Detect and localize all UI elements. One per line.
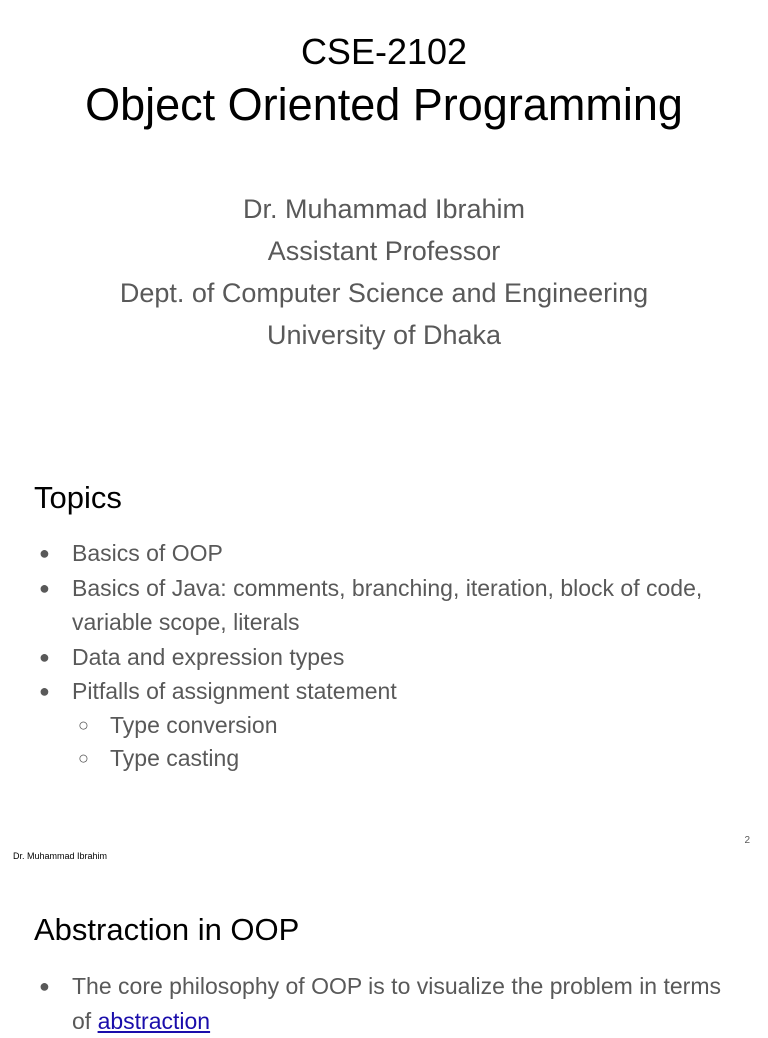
bullet-dot-icon: ● (39, 577, 50, 598)
bullet-dot-icon: ● (39, 543, 50, 563)
list-item-text: The core philosophy of OOP is to visualize the problem in terms of (72, 973, 721, 1034)
list-item-text: Basics of Java: comments, branching, iteration, block of code, variable scope, literals (72, 574, 703, 635)
course-code: CSE-2102 (300, 31, 468, 72)
sub-list-item-text: Type casting (110, 744, 240, 771)
department: Dept. of Computer Science and Engineering (119, 278, 649, 308)
abstraction-link[interactable]: abstraction (97, 1007, 211, 1034)
abstraction-list (34, 969, 734, 1038)
list-item (34, 674, 734, 775)
bullet-circle-icon: ○ (78, 747, 89, 768)
sub-list-item (72, 709, 734, 742)
sub-list-item-text: Type conversion (110, 711, 278, 738)
topics-list (34, 536, 734, 775)
author-position: Assistant Professor (267, 236, 501, 266)
list-item-text: Basics of OOP (72, 540, 223, 566)
topics-heading: Topics (34, 480, 122, 515)
sub-list (72, 709, 734, 775)
bullet-dot-icon: ● (39, 976, 50, 996)
author-name: Dr. Muhammad Ibrahim (242, 194, 526, 224)
bullet-dot-icon: ● (39, 646, 50, 667)
university: University of Dhaka (266, 320, 502, 350)
bullet-circle-icon: ○ (78, 714, 89, 735)
slide-footer-author: Dr. Muhammad Ibrahim (13, 851, 108, 861)
list-item-text: Data and expression types (72, 643, 345, 670)
bullet-dot-icon: ● (39, 681, 50, 701)
list-item (34, 640, 734, 675)
list-item (34, 571, 734, 640)
abstraction-heading: Abstraction in OOP (34, 912, 300, 947)
sub-list-item (72, 742, 734, 775)
list-item (34, 536, 734, 571)
slide-number: 2 (744, 835, 750, 846)
author-block (0, 188, 768, 356)
list-item-text: Pitfalls of assignment statement (72, 678, 397, 704)
list-item (34, 969, 734, 1038)
course-title: Object Oriented Programming (85, 79, 683, 130)
